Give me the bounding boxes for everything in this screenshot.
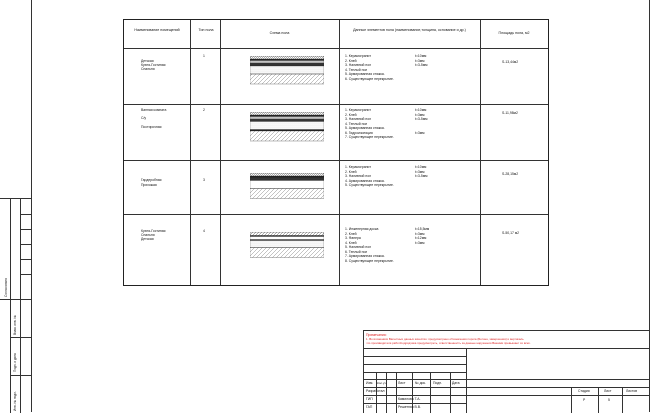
row2-layer-3: 3. Наливной пол [345, 117, 371, 121]
row1-thk-1: t=10мм [415, 54, 427, 58]
row2-layer-6: 6. Гидроизоляция [345, 130, 373, 135]
row4-layer-1: 1. Инженерная доска [345, 227, 379, 231]
row1-layer-3: 3. Наливной пол [345, 63, 371, 67]
stamp-col-list: Лист [398, 381, 406, 385]
row1-layer-1: 1. Керамогранит [345, 54, 371, 58]
row4-type: 4 [203, 229, 205, 233]
row2-thk-1: t=10мм [415, 108, 427, 112]
row4-layer-7: 7. Армированная стяжка. [345, 254, 385, 258]
row3-layer-1: 1. Керамогранит [345, 165, 371, 169]
row2-layer-5: 5. Армированная стяжка. [345, 126, 385, 130]
stamp-col-kol: Кол.уч. [377, 381, 387, 385]
row1-room-2: Кухня-Гостиная [141, 63, 166, 67]
row2-layer-1: 1. Керамогранит [345, 108, 371, 112]
stamp-role-gap: ГАП [366, 405, 373, 409]
header-scheme: Схема пола [269, 31, 290, 35]
row3-layer-5: 5. Существующее перекрытие. [345, 183, 394, 187]
row3-layer-3: 3. Наливной пол [345, 174, 371, 178]
row1-layer-4: 4. Теплый пол [345, 67, 368, 72]
row3-layer-2: 2. Клей [345, 169, 357, 174]
row1-thk-3: t=3-5мм [415, 63, 428, 67]
row1-floor-scheme [250, 56, 324, 92]
row1-layer-2: 2. Клей [345, 58, 357, 63]
row4-thk-3: t=12мм [415, 236, 427, 240]
stamp-role-razrab: Разработал [366, 389, 385, 393]
row4-room-3: Детская [141, 237, 154, 241]
row4-floor-scheme [250, 232, 324, 268]
header-type: Тип пола [198, 28, 214, 32]
stamp-sheet-value: 5 [608, 398, 610, 402]
side-stamp [0, 198, 31, 413]
row1-area: S-13,44м2 [502, 60, 519, 64]
row1-room-1: Детская [141, 59, 154, 63]
stamp-stage-value: Р [583, 398, 586, 402]
row2-floor-scheme [250, 112, 324, 150]
stamp-stage-label: Стадия [578, 389, 590, 393]
row4-area: S-50,17 м2 [502, 231, 520, 235]
row4-layer-3: 3. Фанера [345, 236, 361, 240]
row4-layer-8: 8. Существующее перекрытие. [345, 258, 394, 263]
row1-layer-6: 6. Существующее перекрытие. [345, 76, 394, 81]
row4-layer-4: 4. Клей [345, 240, 357, 245]
notes-title: Примечания: [366, 333, 387, 337]
side-label-sign-date: Подп. и дата [13, 353, 17, 372]
notes-line-2: что производителя работ/подрядчика предусмотреть, ответственность за данные нарушения Вашими превышает со всех. [366, 341, 531, 345]
stamp-name-gip: Камилова Т.А. [398, 397, 421, 401]
row3-floor-scheme [250, 173, 324, 207]
header-area: Площадь пола, м2 [498, 31, 530, 35]
floor-table [123, 19, 549, 286]
row2-layer-2: 2. Клей [345, 112, 357, 117]
row4-room-1: Кухня-Гостиная [141, 229, 166, 233]
stamp-role-gip: ГИП [366, 397, 373, 401]
header-room: Наименование помещений [134, 28, 180, 32]
side-label-inv: Взам. инв. № [13, 315, 17, 335]
row2-type: 2 [203, 108, 205, 112]
stamp-col-ndok: № док. [415, 381, 426, 385]
row4-thk-2: t=3мм [415, 231, 425, 236]
row2-layer-7: 7. Существующее перекрытие. [345, 135, 394, 139]
row4-layer-6: 6. Теплый пол [345, 249, 368, 254]
stamp-name-gap: Решетняя В.В. [398, 405, 421, 409]
row2-thk-2: t=3мм [415, 112, 425, 117]
stamp-col-data: Дата [452, 381, 460, 385]
row1-room-3: Спальня [141, 67, 155, 71]
row2-room-1: Ванная комната [141, 108, 167, 112]
stamp-sheets-label: Листов [626, 389, 638, 393]
row2-layer-4: 4. Теплый пол [345, 121, 368, 126]
side-label-inv-orig: Инв. № подл. [13, 391, 17, 411]
row4-room-2: Спальня [141, 233, 155, 237]
side-label-agreed: Согласовано [4, 277, 8, 297]
row1-thk-2: t=3мм [415, 58, 425, 63]
header-elements: Данные элементов пола (наименование,толщина, основание и др.) [353, 28, 466, 32]
stamp-sheet-label: Лист [604, 389, 612, 393]
row3-thk-2: t=3мм [415, 169, 425, 174]
row2-area: S-11,98м2 [502, 111, 518, 115]
row3-room-2: Прихожая [141, 183, 157, 187]
frame-left-border [31, 0, 32, 412]
row3-thk-1: t=10мм [415, 165, 427, 169]
stamp-col-izm: Изм. [366, 381, 374, 385]
row4-thk-1: t=15,5мм [415, 227, 430, 231]
row3-room-1: Гардеробная [141, 178, 162, 182]
row4-layer-5: 5. Наливной пол [345, 245, 371, 249]
notes-line-1: 1. Во вложениях Вагнитных данных качество: предусмотрено обозначения порога (Бетонн, завершения) и вертикаль [366, 337, 524, 341]
stamp-col-podp: Подп. [433, 381, 443, 385]
row1-layer-5: 5. Армированная стяжка. [345, 72, 385, 76]
row1-type: 1 [203, 54, 205, 58]
row3-layer-4: 4. Армированная стяжка. [345, 178, 385, 183]
row4-thk-4: t=3мм [415, 240, 425, 245]
row3-thk-3: t=3-5мм [415, 174, 428, 178]
row3-area: S-28,15м2 [502, 172, 519, 176]
title-block [363, 330, 650, 413]
row3-type: 3 [203, 178, 205, 182]
row2-thk-3: t=3-5мм [415, 117, 428, 121]
row4-layer-2: 2. Клей [345, 231, 357, 236]
row2-room-2: С/у [141, 116, 147, 120]
row2-thk-6: t=3мм [415, 130, 425, 135]
row2-room-3: Постирочная [141, 125, 162, 129]
